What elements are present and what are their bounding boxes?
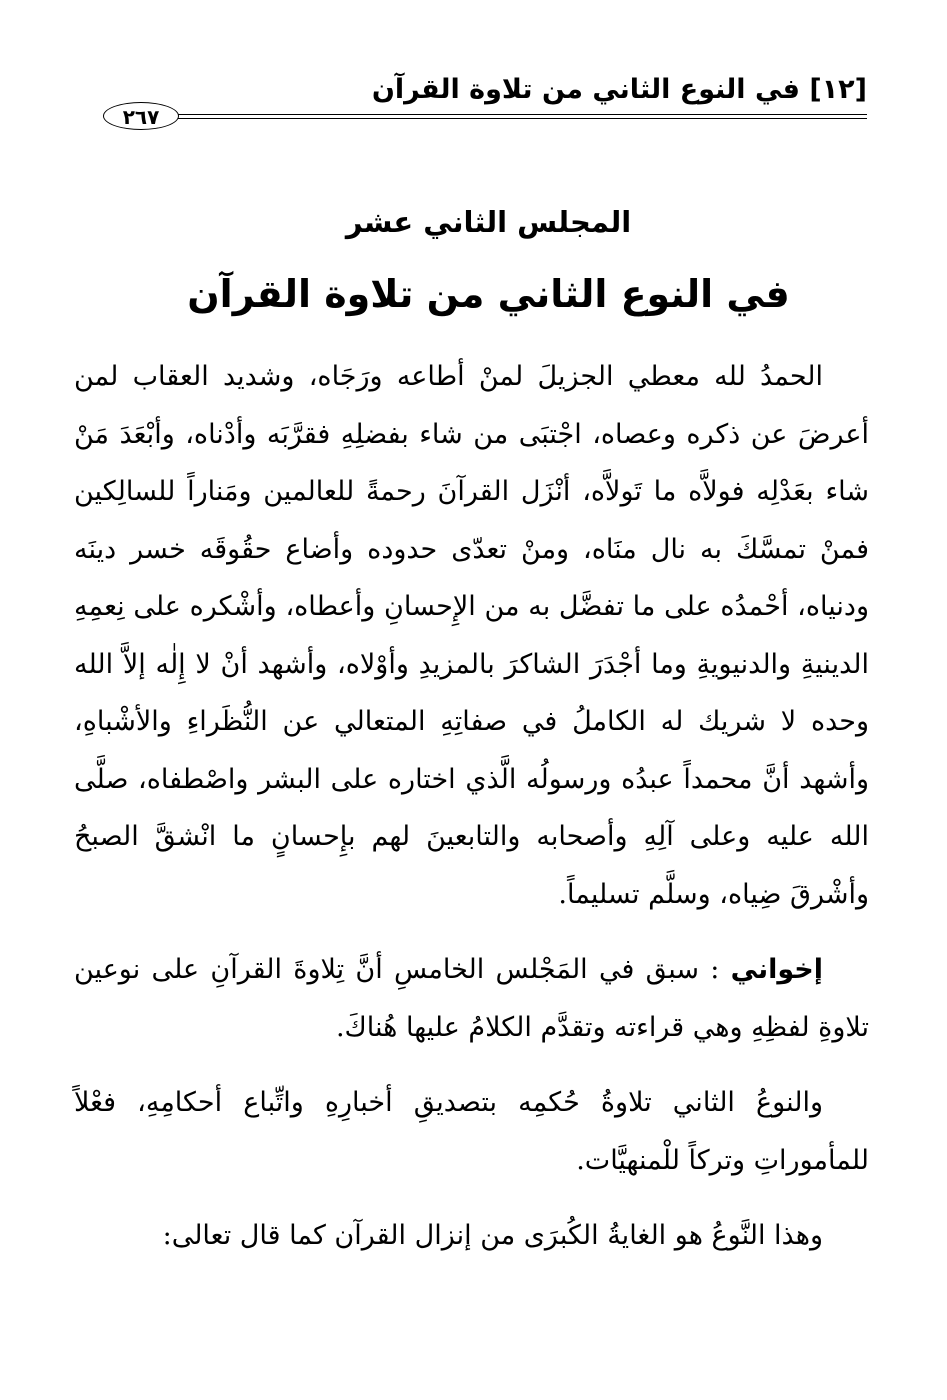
paragraph-second-type: والنوعُ الثاني تلاوةُ حُكمِه بتصديقِ أخبارِهِ واتِّباع أحكامِهِ، فعْلاً للمأموراتِ وتركاً للْمنهيَّات. [74,1087,869,1176]
paragraph-opening: الحمدُ لله معطي الجزيلَ لمنْ أطاعه ورَجَاه، وشديد العقاب لمن أعرضَ عن ذكره وعصاه، اجْتبَى من شاء بفضلِهِ فقرَّبَه وأدْناه، وأبْعَدَ مَنْ شاء بعَدْلِه فولاَّه ما تَولاَّه، أنْزَل القرآنَ رحمةً للعالمين ومَناراً للسالِكين فمنْ تمسَّكَ به نال منَاه، ومنْ تعدّى حدوده وأضاع حقُوقَه خسر دينَه ودنياه، أحْمدُه على ما تفضَّل به من الإِحسانِ وأعطاه، وأشْكره على نِعمِهِ الدينيةِ والدنيويةِ وما أجْدَرَ الشاكرَ بالمزيدِ وأوْلاه، وأشهد أنْ لا إِلٰه إلاَّ الله وحده لا شريك له الكاملُ في صفاتِهِ المتعالي عن النُّظَراءِ والأشْباهِ، وأشهد أنَّ محمداً عبدُه ورسولُه الَّذي اختاره على البشر واصْطفاه، صلَّى الله عليه وعلى آلِهِ وأصحابه والتابعينَ لهم بإِحسانٍ ما انْشقَّ الصبحُ وأشْرقَ ضِياه، وسلَّم تسليماً. [74,361,869,910]
body-text [74,348,869,1265]
paragraph-brothers-text: : سبق في المَجْلس الخامسِ أنَّ تِلاوةَ القرآنِ على نوعين تلاوةِ لفظِهِ وهي قراءته وتقدَّم الكلامُ عليها هُناكَ. [74,954,869,1043]
running-header-title: [١٢] في النوع الثاني من تلاوة القرآن [371,74,867,105]
header-rule [175,114,867,115]
paragraph-brothers [74,941,869,1056]
page-number: ٢٦٧ [103,102,179,130]
paragraph-lead-word: إخواني [730,954,823,985]
session-title: المجلس الثاني عشر [345,205,632,239]
running-header [77,72,867,132]
paragraph-ultimate-goal: وهذا النَّوعُ هو الغايةُ الكُبرَى من إنزال القرآن كما قال تعالى: [162,1220,823,1251]
chapter-title: في النوع الثاني من تلاوة القرآن [187,272,790,316]
header-rule-thin [175,118,867,119]
